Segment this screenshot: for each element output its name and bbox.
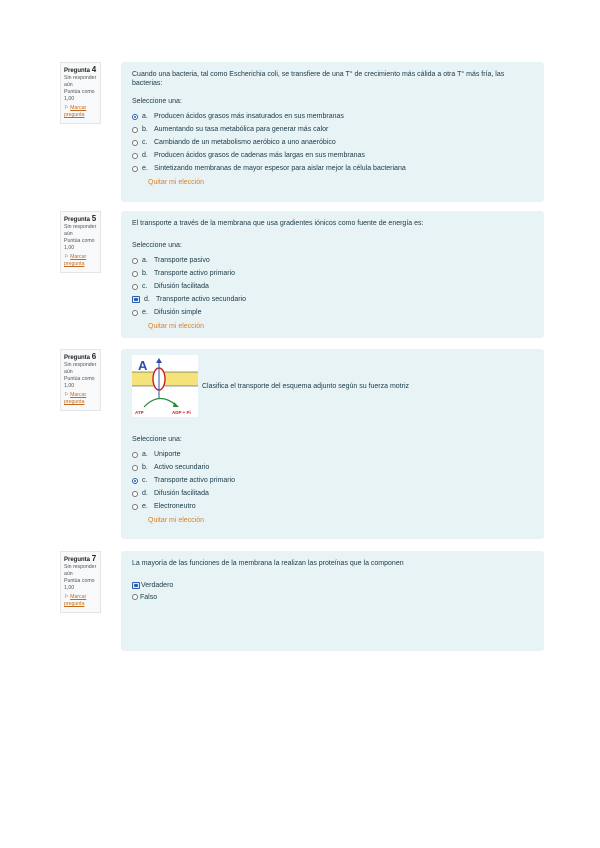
question-6 xyxy=(60,349,544,539)
clear-choice-link[interactable]: Quitar mi elección xyxy=(148,517,205,524)
question-number: Pregunta 6 xyxy=(64,352,97,361)
question-info xyxy=(60,211,101,273)
question-info xyxy=(60,349,101,411)
answer-list xyxy=(132,579,534,603)
answer-option[interactable]: d. Difusión facilitada xyxy=(132,487,534,500)
question-text: Clasifica el transporte del esquema adjunto según su fuerza motriz xyxy=(202,382,409,390)
question-number: Pregunta 5 xyxy=(64,214,97,223)
radio-button[interactable] xyxy=(132,465,138,471)
question-status: Sin responder aún xyxy=(64,362,97,375)
answer-option[interactable]: d. Producen ácidos grasos de cadenas más largas en sus membranas xyxy=(132,149,534,162)
clear-choice-link[interactable]: Quitar mi elección xyxy=(148,179,205,186)
question-4 xyxy=(60,62,544,202)
answer-option[interactable]: b. Aumentando su tasa metabólica para generar más calor xyxy=(132,123,534,136)
answer-option-false[interactable]: Falso xyxy=(132,591,534,603)
answer-option[interactable]: e. Electroneutro xyxy=(132,500,534,513)
answer-option[interactable]: a. Uniporte xyxy=(132,448,534,461)
question-content xyxy=(121,62,544,202)
radio-button[interactable] xyxy=(132,582,140,589)
question-number: Pregunta 4 xyxy=(64,65,97,74)
flag-question-link[interactable]: ⚐ Marcar pregunta xyxy=(64,392,87,405)
question-status: Sin responder aún xyxy=(64,564,97,577)
adp-label: ADP + Pi xyxy=(172,410,191,415)
question-7 xyxy=(60,551,544,651)
flag-question-link[interactable]: ⚐ Marcar pregunta xyxy=(64,594,87,607)
question-status: Sin responder aún xyxy=(64,224,97,237)
answer-option[interactable]: b. Transporte activo primario xyxy=(132,267,534,280)
flag-question-link[interactable]: ⚐ Marcar pregunta xyxy=(64,105,87,118)
radio-button[interactable] xyxy=(132,271,138,277)
radio-button[interactable] xyxy=(132,114,138,120)
radio-button[interactable] xyxy=(132,452,138,458)
transport-diagram xyxy=(132,355,198,417)
radio-button[interactable] xyxy=(132,594,138,600)
clear-choice-link[interactable]: Quitar mi elección xyxy=(148,323,205,330)
solute-label: A xyxy=(138,358,148,373)
answer-list xyxy=(132,448,534,513)
question-number: Pregunta 7 xyxy=(64,554,97,563)
question-score: Puntúa como 1,00 xyxy=(64,578,95,591)
question-text: El transporte a través de la membrana que usa gradientes iónicos como fuente de energía es: xyxy=(132,220,424,227)
radio-button[interactable] xyxy=(132,491,138,497)
question-score: Puntúa como 1,00 xyxy=(64,89,95,102)
question-content xyxy=(121,349,544,539)
question-score: Puntúa como 1,00 xyxy=(64,376,95,389)
radio-button[interactable] xyxy=(132,504,138,510)
select-prompt: Seleccione una: xyxy=(132,436,182,443)
radio-button[interactable] xyxy=(132,127,138,133)
question-info xyxy=(60,551,101,613)
radio-button[interactable] xyxy=(132,153,138,159)
flag-question-link[interactable]: ⚐ Marcar pregunta xyxy=(64,254,87,267)
radio-button[interactable] xyxy=(132,284,138,290)
answer-option[interactable]: e. Difusión simple xyxy=(132,306,534,319)
answer-option[interactable]: d. Transporte activo secundario xyxy=(132,293,534,306)
question-text: Cuando una bacteria, tal como Escherichia coli, se transfiere de una T° de crecimiento más cálida a otra T° más fría, las bacterias: xyxy=(132,71,505,87)
answer-option[interactable]: c. Difusión facilitada xyxy=(132,280,534,293)
radio-button[interactable] xyxy=(132,258,138,264)
radio-button[interactable] xyxy=(132,140,138,146)
atp-label: ATP xyxy=(135,410,144,415)
answer-option[interactable]: a. Transporte pasivo xyxy=(132,254,534,267)
select-prompt: Seleccione una: xyxy=(132,98,182,105)
question-score: Puntúa como 1,00 xyxy=(64,238,95,251)
answer-option[interactable]: a. Producen ácidos grasos más insaturados en sus membranas xyxy=(132,110,534,123)
answer-option[interactable]: b. Activo secundario xyxy=(132,461,534,474)
question-header xyxy=(132,355,534,417)
question-text: La mayoría de las funciones de la membrana la realizan las proteínas que la componen xyxy=(132,560,404,567)
answer-option[interactable]: c. Cambiando de un metabolismo aeróbico a uno anaeróbico xyxy=(132,136,534,149)
answer-option[interactable]: e. Sintetizando membranas de mayor espesor para aislar mejor la célula bacteriana xyxy=(132,162,534,175)
question-info xyxy=(60,62,101,124)
radio-button[interactable] xyxy=(132,166,138,172)
question-content xyxy=(121,211,544,338)
radio-button[interactable] xyxy=(132,296,140,303)
question-status: Sin responder aún xyxy=(64,75,97,88)
question-5 xyxy=(60,211,544,338)
select-prompt: Seleccione una: xyxy=(132,242,182,249)
answer-list xyxy=(132,254,534,319)
radio-button[interactable] xyxy=(132,310,138,316)
question-content xyxy=(121,551,544,651)
answer-list xyxy=(132,110,534,175)
radio-button[interactable] xyxy=(132,478,138,484)
answer-option-true[interactable]: Verdadero xyxy=(132,579,534,591)
answer-option[interactable]: c. Transporte activo primario xyxy=(132,474,534,487)
